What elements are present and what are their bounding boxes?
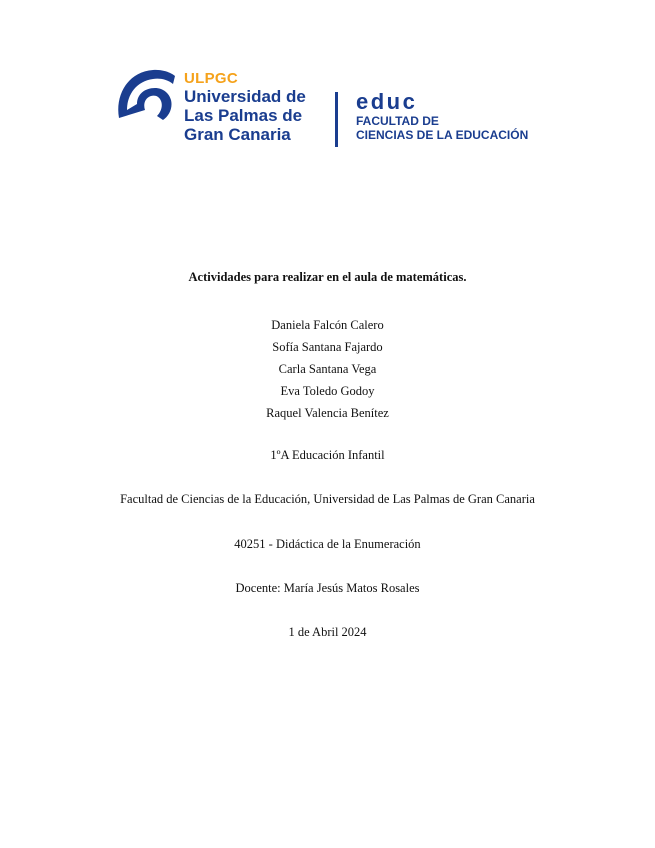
educ-line-1: FACULTAD DE — [356, 114, 439, 128]
ulpgc-acronym: ULPGC — [184, 70, 238, 87]
author-name: Carla Santana Vega — [278, 362, 377, 376]
logo-divider — [335, 92, 338, 147]
author-name: Raquel Valencia Benítez — [266, 406, 389, 420]
educ-line-2: CIENCIAS DE LA EDUCACIÓN — [356, 128, 529, 142]
ulpgc-wordmark — [184, 70, 306, 144]
author-name: Eva Toledo Godoy — [280, 384, 375, 398]
teacher-line: Docente: María Jesús Matos Rosales — [235, 581, 420, 595]
author-list — [0, 314, 655, 424]
faculty-line: Facultad de Ciencias de la Educación, Universidad de Las Palmas de Gran Canaria — [120, 492, 535, 506]
ulpgc-line-2: Las Palmas de — [184, 106, 303, 125]
date-line: 1 de Abril 2024 — [288, 625, 367, 639]
course-line: 40251 - Didáctica de la Enumeración — [234, 537, 421, 551]
header-logos — [113, 64, 553, 154]
educ-wordmark — [356, 90, 528, 142]
author-name: Daniela Falcón Calero — [271, 318, 384, 332]
educ-word: educ — [356, 89, 418, 114]
group-line: 1ºA Educación Infantil — [270, 448, 385, 462]
ulpgc-logo-icon — [113, 66, 177, 124]
ulpgc-line-1: Universidad de — [184, 87, 306, 106]
author-name: Sofía Santana Fajardo — [272, 340, 383, 354]
document-title: Actividades para realizar en el aula de matemáticas. — [188, 270, 467, 284]
ulpgc-line-3: Gran Canaria — [184, 125, 291, 144]
